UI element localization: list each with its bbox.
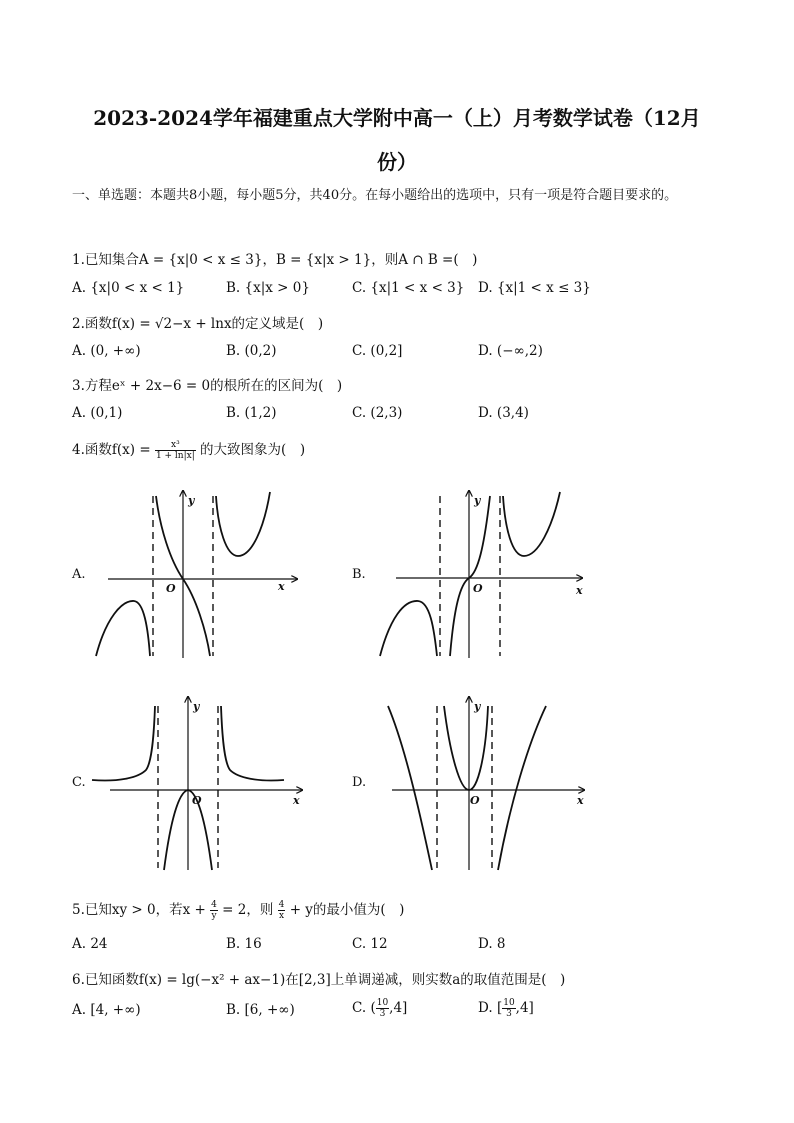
x-axis-label: x: [577, 794, 584, 807]
curve-right: [216, 492, 270, 556]
q6-option-c-open: (: [370, 1000, 376, 1016]
graph-a: [92, 488, 304, 660]
origin-label: O: [192, 794, 202, 807]
q4-stem-pre: 4.函数f(x) =: [72, 442, 151, 458]
q5-stem-pre: 5.已知xy > 0，若x +: [72, 902, 206, 918]
y-axis-label: y: [193, 700, 200, 713]
q6-option-c: [352, 998, 407, 1019]
q6-option-c-letter: C.: [352, 1000, 367, 1016]
graph-c: [88, 694, 308, 872]
y-axis-label: y: [474, 700, 481, 713]
q4-option-a-label: A.: [72, 567, 86, 582]
q5-option-b: B. 16: [226, 936, 262, 952]
q5-stem-post: + y的最小值为( ): [289, 902, 405, 918]
q5-fraction-2-denominator: x: [278, 911, 285, 921]
question-6-stem: 6.已知函数f(x) = lg(−x² + ax−1)在[2,3]上单调递减，则实数a的取值范围是( ): [72, 972, 566, 988]
q6-option-c-denominator: 3: [379, 1009, 386, 1019]
x-axis-label: x: [278, 580, 285, 593]
section-header: 一、单选题：本题共8小题，每小题5分，共40分。在每小题给出的选项中，只有一项是符合题目要求的。: [72, 188, 678, 203]
graph-b: [370, 488, 590, 660]
curve-left: [96, 601, 150, 656]
q1-option-c: C. {x|1 < x < 3}: [352, 280, 465, 296]
title-line-1: 2023-2024学年福建重点大学附中高一（上）月考数学试卷（12月: [93, 106, 701, 130]
graph-d: [370, 694, 590, 872]
curve-middle: [450, 496, 490, 656]
q6-option-d-close: ,4]: [515, 1000, 534, 1016]
exam-title: [70, 96, 724, 184]
curve-left: [388, 706, 432, 870]
q4-fraction-numerator: x³: [155, 440, 196, 451]
q2-option-b: B. (0,2): [226, 343, 277, 359]
q6-option-d-letter: D.: [478, 1000, 493, 1016]
q3-option-c: C. (2,3): [352, 405, 403, 421]
q6-option-d-numerator: 10: [503, 998, 515, 1008]
q5-fraction-1-numerator: 4: [211, 900, 217, 910]
q4-option-b-label: B.: [352, 567, 366, 582]
q2-option-a: A. (0, +∞): [72, 343, 141, 359]
curve-middle: [444, 706, 488, 790]
question-5-stem: [72, 898, 404, 921]
curve-right: [498, 706, 546, 870]
question-2-stem: 2.函数f(x) = √2−x + lnx的定义域是( ): [72, 316, 324, 332]
origin-label: O: [473, 582, 483, 595]
x-axis-label: x: [293, 794, 300, 807]
q1-option-a: A. {x|0 < x < 1}: [72, 280, 185, 296]
origin-label: O: [470, 794, 480, 807]
q5-fraction-2-numerator: 4: [278, 900, 285, 910]
q3-option-b: B. (1,2): [226, 405, 277, 421]
q1-option-d: D. {x|1 < x ≤ 3}: [478, 280, 591, 296]
q6-option-c-close: ,4]: [389, 1000, 408, 1016]
curve-right: [503, 492, 560, 556]
q6-option-d-denominator: 3: [506, 1009, 512, 1019]
q3-option-d: D. (3,4): [478, 405, 529, 421]
q3-option-a: A. (0,1): [72, 405, 123, 421]
q4-option-d-label: D.: [352, 775, 367, 790]
q5-fraction-1-denominator: y: [211, 911, 217, 921]
q1-option-b: B. {x|x > 0}: [226, 280, 310, 296]
q6-option-d-open: [: [496, 1000, 503, 1016]
q5-option-c: C. 12: [352, 936, 388, 952]
question-4-stem: [72, 438, 305, 461]
q6-option-a: A. [4, +∞): [72, 1002, 141, 1018]
origin-label: O: [166, 582, 176, 595]
q5-option-a: A. 24: [72, 936, 108, 952]
title-line-2: 份）: [377, 150, 417, 174]
q5-fraction-1: [210, 900, 218, 921]
q6-option-b: B. [6, +∞): [226, 1002, 295, 1018]
question-1-stem: 1.已知集合A = {x|0 < x ≤ 3}，B = {x|x > 1}，则A ∩ B =( ): [72, 252, 478, 268]
q5-stem-mid: = 2，则: [222, 902, 274, 918]
q6-option-c-fraction: [376, 998, 389, 1019]
x-axis-label: x: [576, 584, 583, 597]
q4-fraction: [155, 440, 196, 461]
q5-option-d: D. 8: [478, 936, 506, 952]
curve-right: [221, 706, 284, 781]
q4-stem-post: 的大致图象为( ): [200, 442, 306, 458]
q2-option-d: D. (−∞,2): [478, 343, 543, 359]
q6-option-d: [478, 998, 534, 1019]
q5-fraction-2: [278, 900, 286, 921]
question-3-stem: 3.方程eˣ + 2x−6 = 0的根所在的区间为( ): [72, 378, 343, 394]
q2-option-c: C. (0,2]: [352, 343, 403, 359]
curve-left: [380, 601, 437, 656]
q6-option-d-fraction: [502, 998, 515, 1019]
q6-option-c-numerator: 10: [376, 998, 389, 1008]
curve-left: [92, 706, 155, 781]
q4-option-c-label: C.: [72, 775, 86, 790]
q4-fraction-denominator: 1 + ln|x|: [155, 451, 195, 461]
y-axis-label: y: [474, 494, 481, 507]
y-axis-label: y: [188, 494, 195, 507]
